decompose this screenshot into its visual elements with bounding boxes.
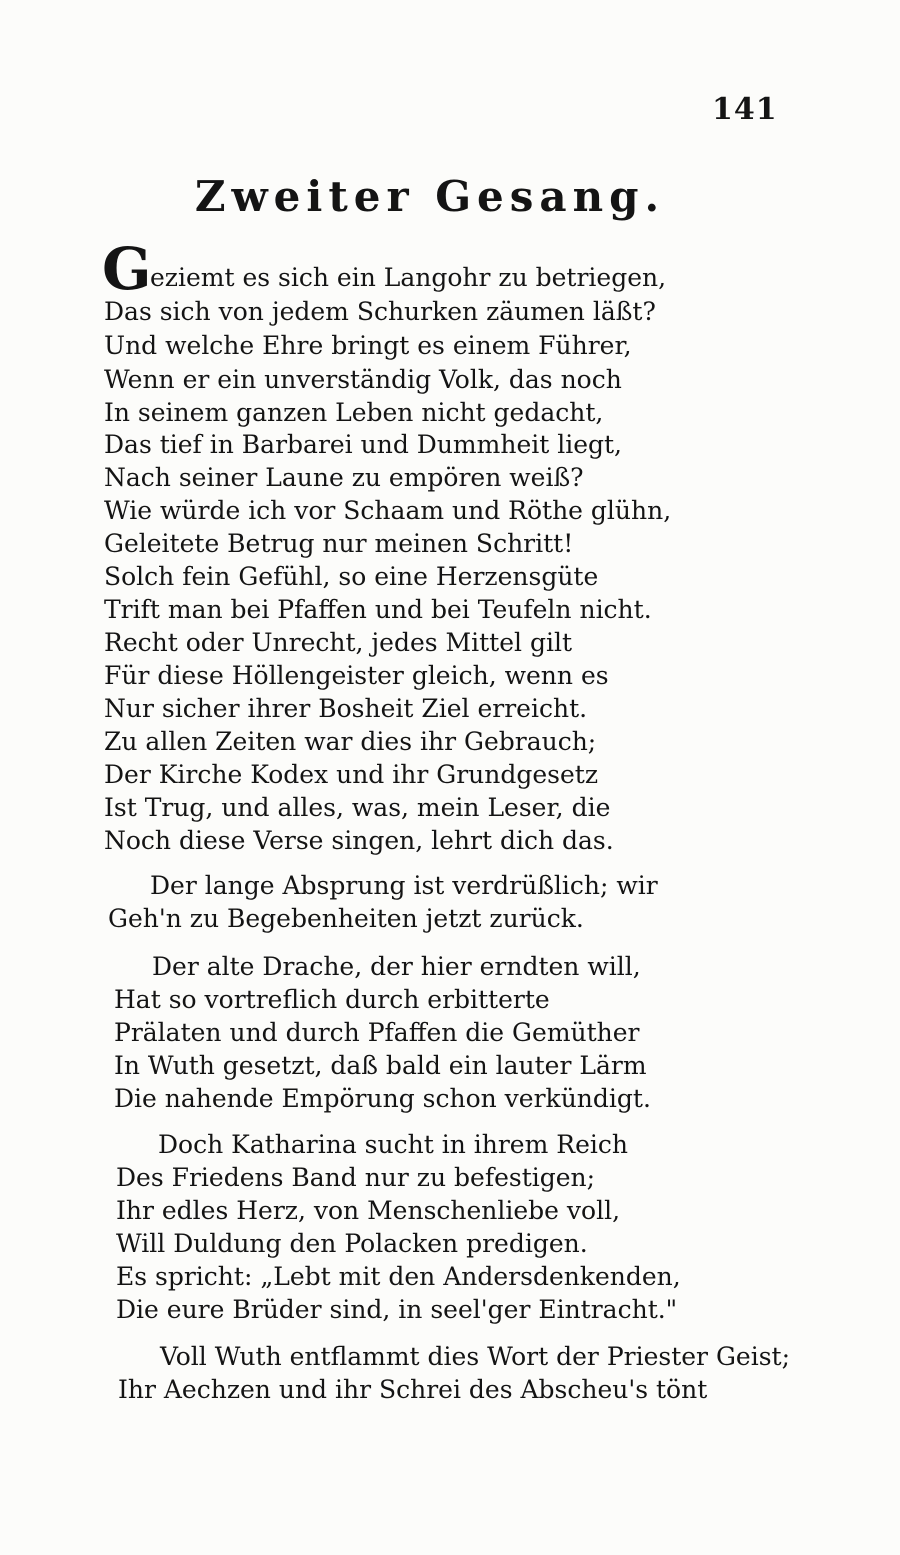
drop-cap: G xyxy=(102,235,152,303)
verse-line: Nach seiner Laune zu empören weiß? xyxy=(104,463,584,492)
verse-line: eziemt es sich ein Langohr zu betriegen, xyxy=(150,263,667,292)
page-number: 141 xyxy=(712,92,778,127)
verse-line: Voll Wuth entflammt dies Wort der Priester Geist; xyxy=(160,1342,791,1371)
verse-line: Die nahende Empörung schon verkündigt. xyxy=(114,1084,651,1113)
verse-line: Wenn er ein unverständig Volk, das noch xyxy=(104,365,622,394)
verse-line: Die eure Brüder sind, in seel'ger Eintracht." xyxy=(116,1295,678,1324)
verse-line: Das sich von jedem Schurken zäumen läßt? xyxy=(104,297,656,326)
verse-line: Wie würde ich vor Schaam und Röthe glühn, xyxy=(104,496,672,525)
verse-line: Der Kirche Kodex und ihr Grundgesetz xyxy=(104,760,599,789)
verse-line: Der lange Absprung ist verdrüßlich; wir xyxy=(150,871,658,900)
verse-line: Trift man bei Pfaffen und bei Teufeln nicht. xyxy=(104,595,652,624)
verse-line: Der alte Drache, der hier erndten will, xyxy=(152,952,641,981)
verse-line: In Wuth gesetzt, daß bald ein lauter Lärm xyxy=(114,1051,647,1080)
verse-line: Das tief in Barbarei und Dummheit liegt, xyxy=(104,430,623,459)
verse-line: Ihr edles Herz, von Menschenliebe voll, xyxy=(116,1196,621,1225)
verse-line: Doch Katharina sucht in ihrem Reich xyxy=(158,1130,628,1159)
verse-line: Geh'n zu Begebenheiten jetzt zurück. xyxy=(108,904,584,933)
verse-line: Recht oder Unrecht, jedes Mittel gilt xyxy=(104,628,573,657)
chapter-heading: Zweiter Gesang. xyxy=(194,172,666,221)
verse-line: Prälaten und durch Pfaffen die Gemüther xyxy=(114,1018,640,1047)
verse-line: Nur sicher ihrer Bosheit Ziel erreicht. xyxy=(104,694,588,723)
verse-line: Geleitete Betrug nur meinen Schritt! xyxy=(104,529,574,558)
verse-line: Ist Trug, und alles, was, mein Leser, die xyxy=(104,793,611,822)
verse-line: In seinem ganzen Leben nicht gedacht, xyxy=(104,398,604,427)
verse-line: Zu allen Zeiten war dies ihr Gebrauch; xyxy=(104,727,597,756)
verse-line: Noch diese Verse singen, lehrt dich das. xyxy=(104,826,614,855)
verse-line: Es spricht: „Lebt mit den Andersdenkenden, xyxy=(116,1262,681,1291)
verse-line: Des Friedens Band nur zu befestigen; xyxy=(116,1163,596,1192)
verse-line: Hat so vortreflich durch erbitterte xyxy=(114,985,550,1014)
verse-line: Ihr Aechzen und ihr Schrei des Abscheu's tönt xyxy=(118,1375,708,1404)
verse-line: Will Duldung den Polacken predigen. xyxy=(116,1229,588,1258)
verse-line: Und welche Ehre bringt es einem Führer, xyxy=(104,331,632,360)
verse-line: Für diese Höllengeister gleich, wenn es xyxy=(104,661,609,690)
verse-line: Solch fein Gefühl, so eine Herzensgüte xyxy=(104,562,599,591)
